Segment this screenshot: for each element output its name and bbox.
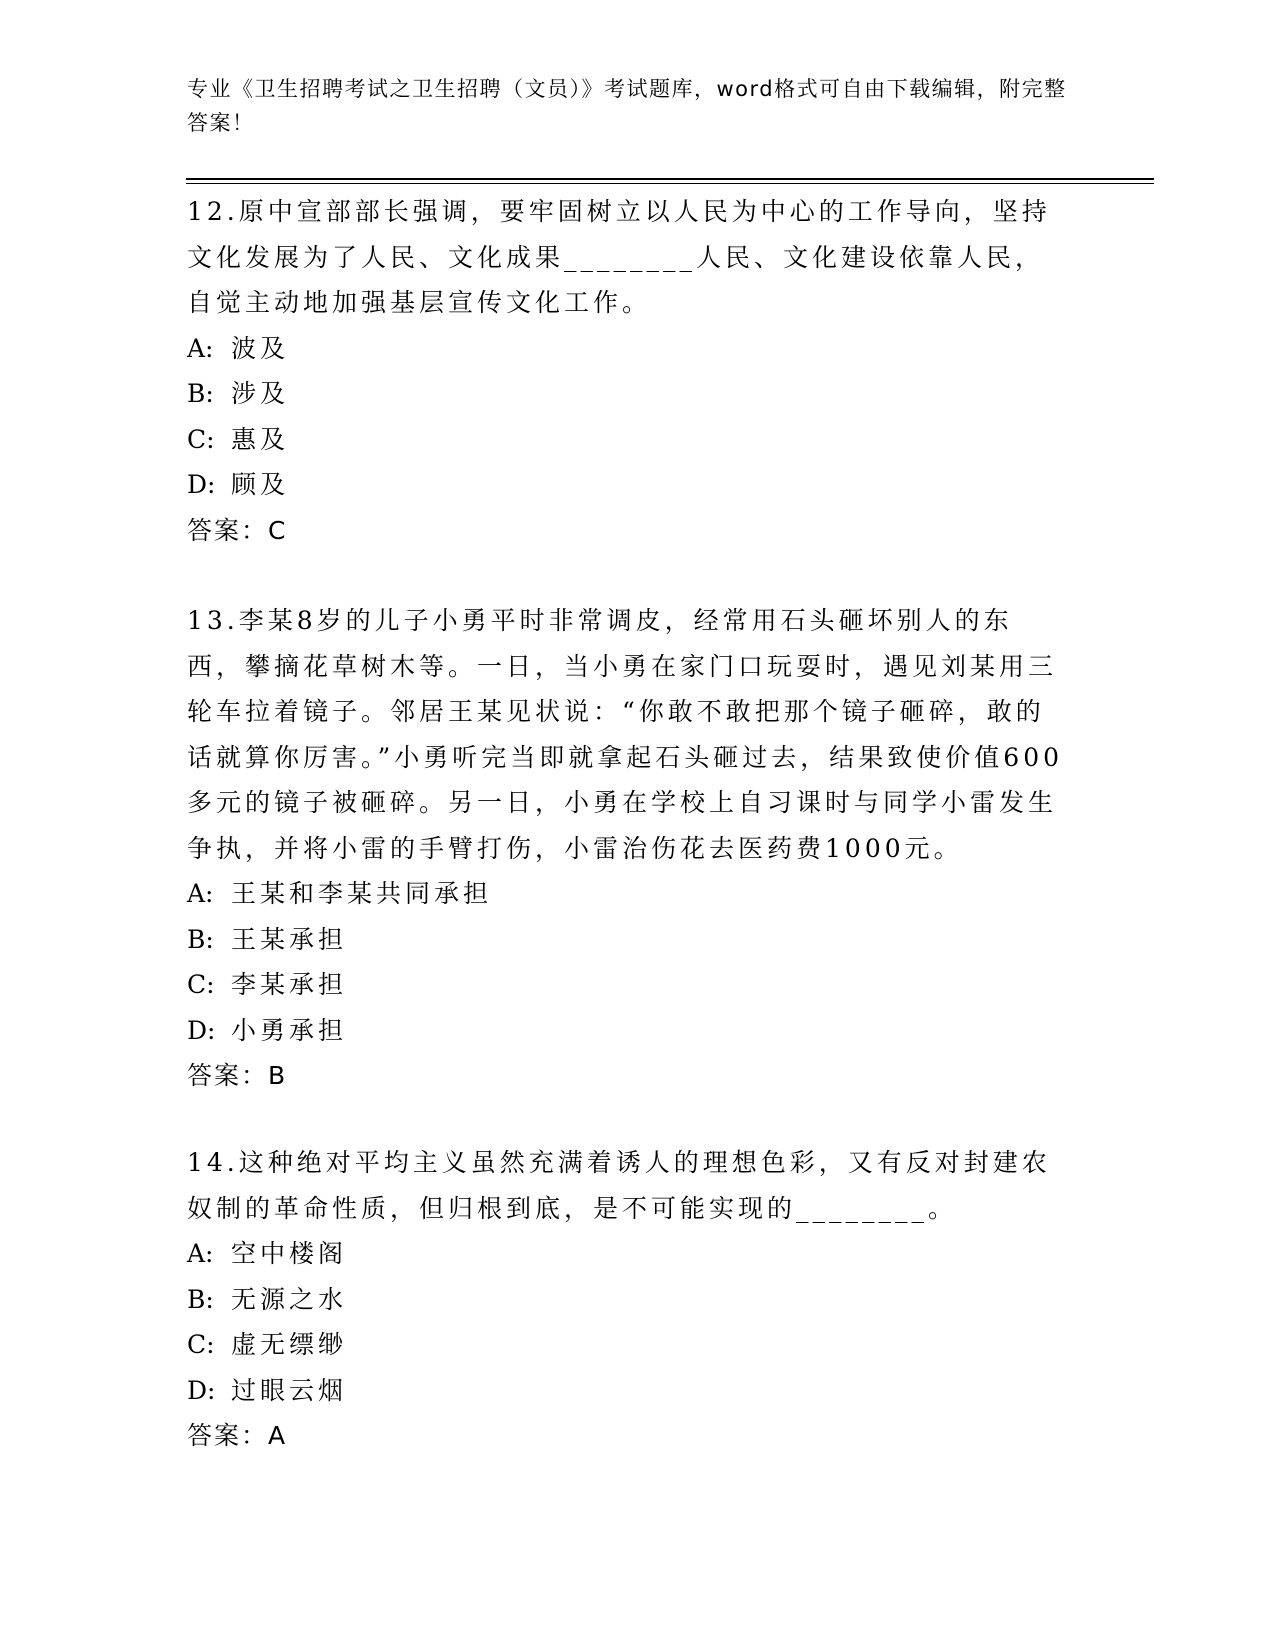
question-stem: 12.原中宣部部长强调，要牢固树立以人民为中心的工作导向，坚持文化发展为了人民、文化成果________人民、文化建设依靠人民，自觉主动地加强基层宣传文化工作。 [187, 197, 1051, 317]
option-letter: C: [187, 424, 215, 454]
option-b [187, 917, 1067, 963]
option-text: 过眼云烟 [231, 1375, 348, 1405]
option-letter: D: [187, 1375, 216, 1405]
option-letter: D: [187, 1015, 216, 1045]
option-text: 小勇承担 [231, 1015, 348, 1045]
answer-line: 答案：A [187, 1421, 288, 1450]
option-text: 惠及 [231, 424, 290, 454]
option-text: 空中楼阁 [231, 1239, 348, 1268]
option-letter: B: [187, 1284, 214, 1314]
option-b [187, 1277, 1067, 1323]
option-letter: A: [187, 879, 214, 908]
option-text: 无源之水 [231, 1284, 348, 1314]
answer-line: 答案：B [187, 1061, 288, 1090]
option-text: 虚无缥缈 [231, 1330, 348, 1359]
question-stem: 13.李某8岁的儿子小勇平时非常调皮，经常用石头砸坏别人的东西，攀摘花草树木等。一日，当小勇在家门口玩耍时，遇见刘某用三轮车拉着镜子。邻居王某见状说：“你敢不敢把那个镜子砸碎，敢的话就算你厉害。”小勇听完当即就拿起石头砸过去，结果致使价值600多元的镜子被砸碎。另一日，小勇在学校上自习课时与同学小雷发生争执，并将小雷的手臂打伤，小雷治伤花去医药费1000元。 [187, 606, 1064, 863]
option-text: 涉及 [231, 379, 290, 408]
option-text: 李某承担 [231, 970, 348, 999]
option-d [187, 462, 1067, 508]
option-letter: A: [187, 1239, 214, 1268]
option-letter: A: [187, 333, 214, 363]
document-header: 专业《卫生招聘考试之卫生招聘（文员）》考试题库，word格式可自由下载编辑，附完整答案！ [187, 77, 1067, 135]
option-c [187, 417, 1067, 463]
option-letter: B: [187, 924, 214, 954]
option-text: 顾及 [231, 470, 290, 499]
answer-line: 答案：C [187, 515, 288, 545]
option-c [187, 1322, 1067, 1368]
option-letter: C: [187, 970, 215, 999]
question-14 [187, 1140, 1067, 1459]
option-a [187, 871, 1067, 917]
header-divider-thick [186, 178, 1154, 180]
option-text: 波及 [231, 333, 290, 363]
option-d [187, 1008, 1067, 1054]
option-letter: B: [187, 379, 214, 408]
question-stem: 14.这种绝对平均主义虽然充满着诱人的理想色彩，又有反对封建农奴制的革命性质，但归根到底，是不可能实现的________。 [187, 1148, 1051, 1223]
option-letter: C: [187, 1330, 215, 1359]
option-b [187, 371, 1067, 417]
option-c [187, 962, 1067, 1008]
option-a [187, 326, 1067, 372]
option-a [187, 1231, 1067, 1277]
question-13 [187, 598, 1067, 1099]
option-text: 王某和李某共同承担 [231, 879, 493, 908]
option-letter: D: [187, 470, 216, 499]
header-divider-thin [186, 183, 1154, 184]
option-text: 王某承担 [231, 924, 348, 954]
option-d [187, 1368, 1067, 1414]
question-12 [187, 189, 1067, 553]
